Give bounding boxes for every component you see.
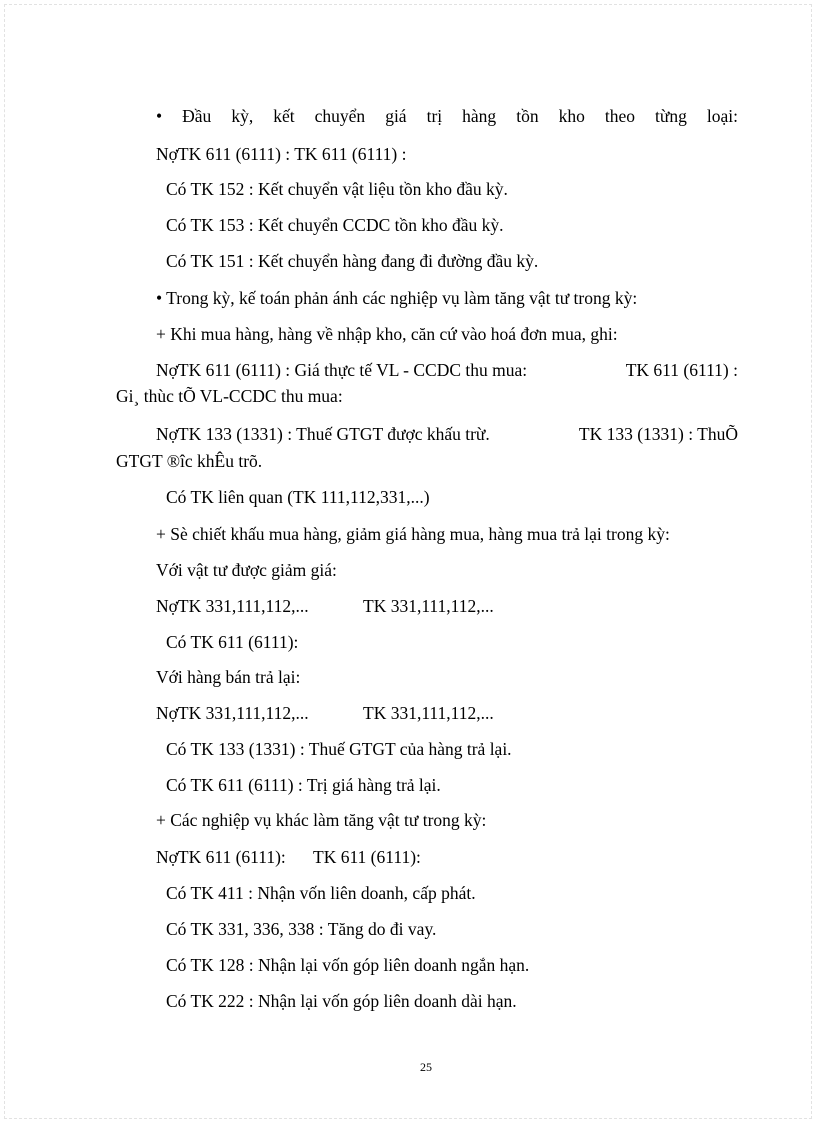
text-line: Có TK 331, 336, 338 : Tăng do đi vay.: [166, 919, 437, 939]
text-line: • Trong kỳ, kế toán phản ánh các nghiệp vụ làm tăng vật tư trong kỳ:: [156, 288, 638, 308]
text-line: GTGT ®îc khÊu trõ.: [116, 451, 263, 471]
text-line: [156, 423, 738, 445]
text-line: Gi¸ thùc tÕ VL-CCDC thu mua:: [116, 386, 343, 406]
page-border: [4, 4, 812, 1119]
text-line: Có TK liên quan (TK 111,112,331,...): [166, 487, 430, 507]
text-line: Có TK 411 : Nhận vốn liên doanh, cấp phát.: [166, 883, 476, 903]
text-line: + Sè chiết khấu mua hàng, giảm giá hàng mua, hàng mua trả lại trong kỳ:: [156, 524, 670, 544]
text-line: NợTK 611 (6111):: [156, 847, 286, 867]
text-line: Có TK 611 (6111) : Trị giá hàng trả lại.: [166, 775, 441, 795]
text-line: + Các nghiệp vụ khác làm tăng vật tư trong kỳ:: [156, 810, 487, 830]
page-number: 25: [420, 1060, 432, 1074]
text-segment: NợTK 611 (6111) : Giá thực tế VL - CCDC thu mua:: [156, 360, 528, 380]
text-line: NợTK 611 (6111) : TK 611 (6111) :: [156, 144, 407, 164]
text-line: Có TK 151 : Kết chuyển hàng đang đi đường đầu kỳ.: [166, 251, 539, 271]
text-line: Có TK 133 (1331) : Thuế GTGT của hàng trả lại.: [166, 739, 512, 759]
text-segment: TK 611 (6111) :: [625, 360, 738, 380]
text-line: Có TK 153 : Kết chuyển CCDC tồn kho đầu kỳ.: [166, 215, 504, 235]
text-line: Với hàng bán trả lại:: [156, 667, 301, 687]
text-line: Có TK 611 (6111):: [166, 632, 299, 652]
text-line: Với vật tư được giảm giá:: [156, 560, 337, 580]
text-line: TK 611 (6111):: [313, 847, 421, 867]
text-line: TK 331,111,112,...: [363, 703, 494, 723]
text-line: NợTK 331,111,112,...: [156, 596, 309, 616]
text-line: Có TK 152 : Kết chuyển vật liệu tồn kho đầu kỳ.: [166, 179, 508, 199]
text-line: Có TK 128 : Nhận lại vốn góp liên doanh ngắn hạn.: [166, 955, 530, 975]
text-line: Có TK 222 : Nhận lại vốn góp liên doanh dài hạn.: [166, 991, 517, 1011]
text-line: + Khi mua hàng, hàng về nhập kho, căn cứ vào hoá đơn mua, ghi:: [156, 324, 618, 344]
text-line: [156, 359, 738, 381]
text-line: • Đầu kỳ, kết chuyển giá trị hàng tồn kho theo từng loại:: [156, 106, 738, 126]
text-segment: TK 133 (1331) : ThuÕ: [578, 424, 738, 444]
text-line: TK 331,111,112,...: [363, 596, 494, 616]
text-line: NợTK 331,111,112,...: [156, 703, 309, 723]
text-segment: NợTK 133 (1331) : Thuế GTGT được khấu trừ.: [156, 424, 490, 444]
